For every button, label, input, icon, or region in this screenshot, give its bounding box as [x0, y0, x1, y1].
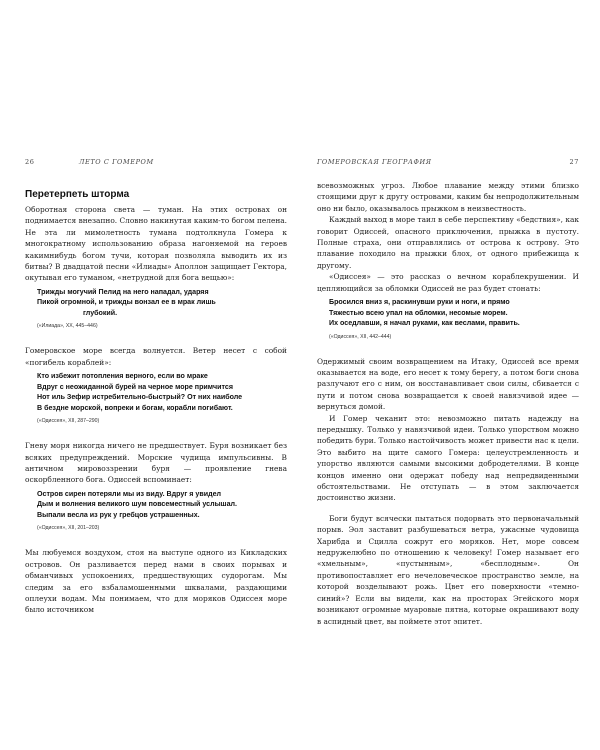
verse-line: Пикой огромной, и трижды вонзал ее в мрак лишь	[37, 298, 216, 307]
right-paragraph-2: Каждый выход в море таил в себе перспективу «бедствия», как говорит Одиссей, опасного приключения, прыжка в пустоту. Полные страха, они отправлялись от острова к острову. Это плавание походило на прыжки блох, от одного прибежища к другому.	[317, 215, 579, 270]
verse-source: («Илиада», XX, 445–446)	[37, 323, 98, 330]
verse-line: В бездне морской, вопреки и богам, корабли погибают.	[37, 403, 233, 412]
verse-source: («Одиссея», XII, 442–444)	[329, 333, 392, 340]
verse-source: («Одиссея», XII, 201–203)	[37, 525, 100, 532]
left-page-body	[25, 168, 287, 616]
verse-line: Остров сирен потеряли мы из виду. Вдруг я увидел	[37, 489, 222, 498]
left-running-title: ЛЕТО С ГОМЕРОМ	[79, 158, 154, 166]
right-verse-1	[329, 297, 579, 343]
left-verse-3	[37, 489, 287, 535]
left-page-number: 26	[25, 158, 35, 166]
right-page-number: 27	[569, 158, 579, 166]
left-verse-2	[37, 371, 287, 427]
verse-line: глубокий.	[83, 308, 118, 317]
right-paragraph-1: всевозможных угроз. Любое плавание между этими близко стоящими друг к другу островами, каким бы непродолжительным оно ни было, оказывалось прыжком в неизвестность.	[317, 181, 579, 213]
verse-line: Кто избежит потопления верного, если во мраке	[37, 372, 208, 381]
right-running-head	[317, 158, 579, 168]
left-paragraph-3: Гневу моря никогда ничего не предшествует. Буря возникает без всяких предупреждений. Морские чудища импульсивны. В античном мировоззрении буря — проявление гнева оскорбленного бога. Одиссей вспоминает:	[25, 441, 287, 485]
left-paragraph-1: Оборотная сторона света — туман. На этих островах он поднимается внезапно. Словно накинутая каким-то богом пелена. Не эта ли мимолетность тумана подтолкнула Гомера к многократному использованию образа нагоняемой на героев какимнибудь богом тучи, которая позволяла выводить их из битвы? В двадцатой песни «Илиады» Аполлон защищает Гектора, окутывая его туманом, «нетрудной для бога вещью»:	[25, 205, 287, 283]
right-page	[317, 158, 579, 627]
left-paragraph-2: Гомеровское море всегда волнуется. Ветер несет с собой «погибель кораблей»:	[25, 346, 287, 367]
verse-line: Дым и волнения великого шум повсеместный услышал.	[37, 500, 237, 509]
verse-line: Тяжестью всею упал на обломки, несомые морем.	[329, 308, 508, 317]
verse-line: Бросился вниз я, раскинувши руки и ноги, и прямо	[329, 298, 510, 307]
left-paragraph-4: Мы любуемся воздухом, стоя на выступе одного из Кикладских островов. Он разливается перед нами в своих порывах и обманчивых успокоениях, предшествующих судорогам. Мы следим за его взбаламошенными шквалами, раздающими оплеухи водам. Мы понимаем, что для моряков Одиссея море было источником	[25, 548, 287, 615]
right-page-body	[317, 168, 579, 627]
verse-line: Вдруг с неожиданной бурей на черное море примчится	[37, 382, 233, 391]
right-paragraph-3: «Одиссея» — это рассказ о вечном кораблекрушении. И цепляющийся за обломки Одиссей не раз будет стонать:	[317, 272, 579, 293]
verse-line: Их оседлавши, я начал руками, как веслами, править.	[329, 319, 520, 328]
left-running-head	[25, 158, 287, 168]
left-verse-1	[37, 287, 287, 333]
right-paragraph-6: Боги будут всячески пытаться подорвать это первоначальный порыв. Эол заставит разбушеваться ветра, ужасные чудовища Харибда и Сцилла сожрут его моряков. Нет, море совсем недружелюбно по отношению к человеку! Гомер называет его «хмельным», «пустынным», «бесплодным». Он противопоставляет его нечеловеческое пространство земле, на которой возделывают рожь. Цвет его поверхности «темно-синий»? Если вы видели, как на просторах Эгейского моря возникают огромные муаровые пятна, которые окрашивают воду в аспидный цвет, вы поймете этот эпитет.	[317, 513, 579, 626]
right-running-title: ГОМЕРОВСКАЯ ГЕОГРАФИЯ	[317, 158, 432, 166]
right-paragraph-5: И Гомер чеканит это: невозможно питать надежду на передышку. Только у навязчивой идеи. Только упорством можно победить бури. Только настойчивость может привести нас к цели. Это выбито на щите самого Гомера: целеустремленность и упорство являются самыми высокими добродетелями. В конце концов именно они одержат победу над непредвиденными обстоятельствами. Не отступать — в этом заключается достоинство жизни.	[317, 413, 579, 503]
left-page	[25, 158, 287, 616]
verse-line: Трижды могучий Пелид на него нападал, ударяя	[37, 287, 209, 296]
section-heading: Перетерпеть шторма	[25, 189, 130, 200]
right-paragraph-4: Одержимый своим возвращением на Итаку, Одиссей все время оказывается на воде, его несет к тому берегу, а потом боги снова разлучают его с ним, он восстанавливает свои силы, сбивается с пути и потом снова возвращается к своей навязчивой идее — вернуться домой.	[317, 356, 579, 412]
verse-line: Нот иль Зефир истребительно-быстрый? От них наиболе	[37, 393, 243, 402]
verse-line: Выпали весла из рук у гребцов устрашенных.	[37, 510, 200, 519]
verse-source: («Одиссея», XII, 287–290)	[37, 418, 100, 425]
